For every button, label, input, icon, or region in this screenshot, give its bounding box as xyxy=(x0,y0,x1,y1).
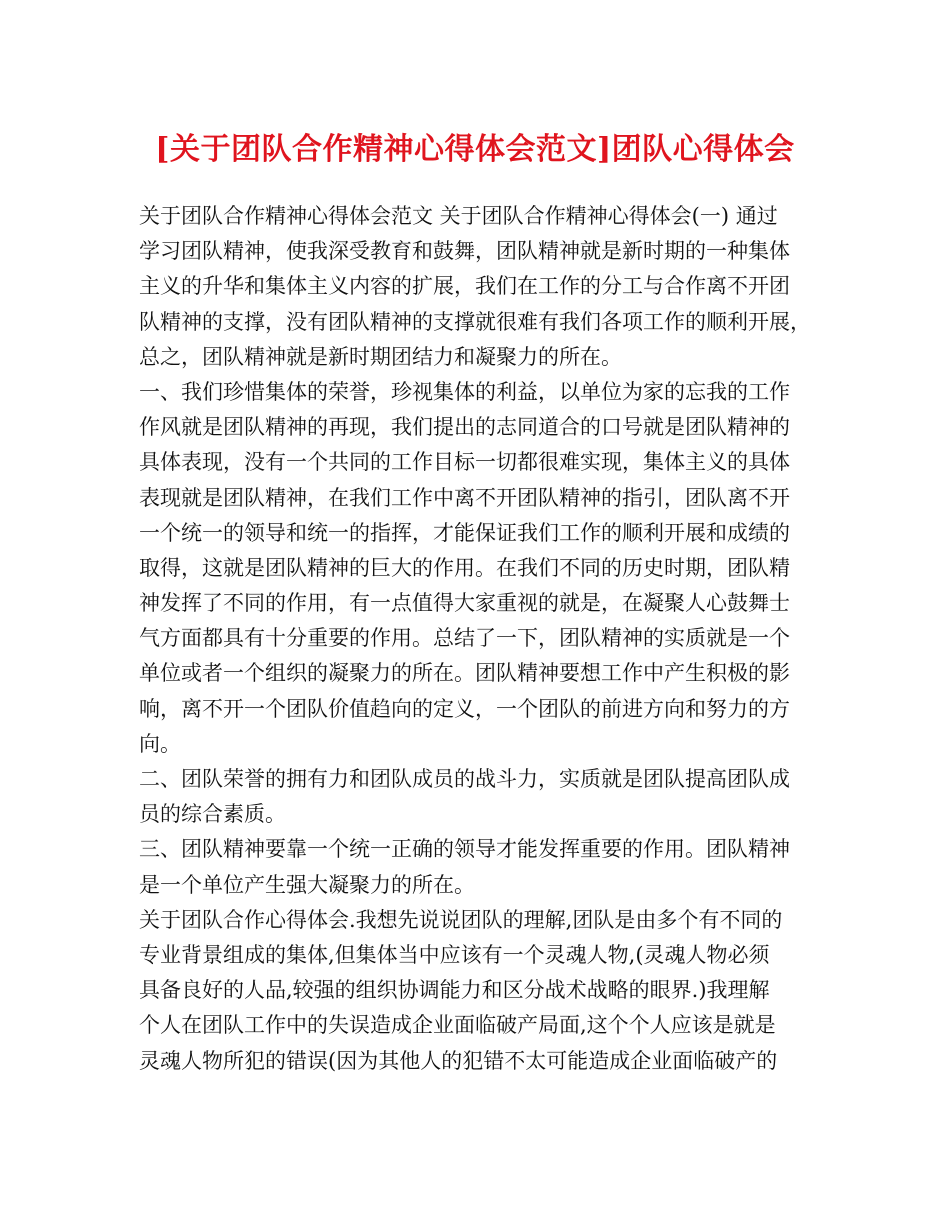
body-line: 主义的升华和集体主义内容的扩展，我们在工作的分工与合作离不开团 xyxy=(139,274,790,299)
document-title: [关于团队合作精神心得体会范文]团队心得体会 xyxy=(155,132,795,167)
document-body xyxy=(139,199,819,1079)
body-line: 一、我们珍惜集体的荣誉，珍视集体的利益，以单位为家的忘我的工作 xyxy=(139,379,790,404)
body-line: 二、团队荣誉的拥有力和团队成员的战斗力，实质就是团队提高团队成 xyxy=(139,767,790,791)
body-line: 总之，团队精神就是新时期团结力和凝聚力的所在。 xyxy=(139,344,622,369)
body-line: 队精神的支撑，没有团队精神的支撑就很难有我们各项工作的顺利开展， xyxy=(139,309,811,334)
body-line: 单位或者一个组织的凝聚力的所在。团队精神要想工作中产生积极的影 xyxy=(139,661,790,686)
body-line: 一个统一的领导和统一的指挥，才能保证我们工作的顺利开展和成绩的 xyxy=(139,520,790,545)
body-line: 专业背景组成的集体,但集体当中应该有一个灵魂人物,(灵魂人物必须 xyxy=(139,942,770,967)
body-line: 向。 xyxy=(139,731,181,756)
body-line: 灵魂人物所犯的错误(因为其他人的犯错不太可能造成企业面临破产的 xyxy=(139,1048,778,1073)
body-line: 气方面都具有十分重要的作用。总结了一下，团队精神的实质就是一个 xyxy=(139,626,790,651)
body-line: 作风就是团队精神的再现，我们提出的志同道合的口号就是团队精神的 xyxy=(139,415,790,440)
body-line: 具备良好的人品,较强的组织协调能力和区分战术战略的眼界.)我理解 xyxy=(139,978,770,1003)
body-line: 个人在团队工作中的失误造成企业面临破产局面,这个个人应该是就是 xyxy=(139,1013,776,1038)
body-line: 关于团队合作心得体会.我想先说说团队的理解,团队是由多个有不同的 xyxy=(139,907,783,932)
body-line: 关于团队合作精神心得体会范文 关于团队合作精神心得体会(一) 通过 xyxy=(139,204,778,228)
body-line: 学习团队精神，使我深受教育和鼓舞，团队精神就是新时期的一种集体 xyxy=(139,239,790,264)
body-line: 神发挥了不同的作用，有一点值得大家重视的就是，在凝聚人心鼓舞士 xyxy=(139,591,790,616)
body-line: 员的综合素质。 xyxy=(139,802,286,827)
body-line: 三、团队精神要靠一个统一正确的领导才能发挥重要的作用。团队精神 xyxy=(139,837,790,862)
body-line: 是一个单位产生强大凝聚力的所在。 xyxy=(139,872,475,897)
body-line: 取得，这就是团队精神的巨大的作用。在我们不同的历史时期，团队精 xyxy=(139,555,790,580)
body-line: 响，离不开一个团队价值趋向的定义，一个团队的前进方向和努力的方 xyxy=(139,696,790,721)
body-line: 表现就是团队精神，在我们工作中离不开团队精神的指引，团队离不开 xyxy=(139,485,790,510)
body-line: 具体表现，没有一个共同的工作目标一切都很难实现，集体主义的具体 xyxy=(139,450,790,475)
